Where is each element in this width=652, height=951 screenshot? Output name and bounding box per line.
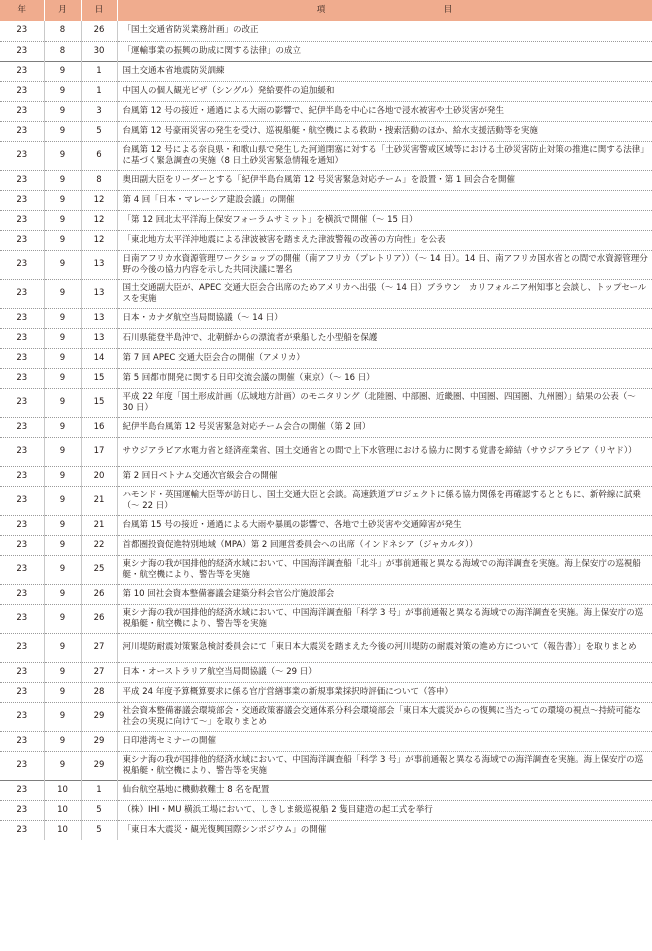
table-row [0,682,652,702]
item-cell: 台風第 12 号豪雨災害の発生を受け、巡視船艇・航空機による救助・捜索活動のほか、給水支援活動等を実施 [117,121,652,141]
item-cell: 第 5 回都市開発に関する日印交流会議の開催（東京）（～ 16 日） [117,368,652,388]
day-cell: 13 [81,308,117,328]
month-cell: 10 [44,780,81,800]
day-cell: 5 [81,800,117,820]
month-cell: 9 [44,682,81,702]
header-item [117,0,652,21]
day-cell: 5 [81,820,117,840]
year-cell: 23 [0,604,44,633]
table-row [0,820,652,840]
item-cell: 「第 12 回北太平洋海上保安フォーラムサミット」を横浜で開催（～ 15 日） [117,210,652,230]
month-cell: 9 [44,368,81,388]
table-row [0,41,652,61]
year-cell: 23 [0,820,44,840]
month-cell: 9 [44,437,81,466]
table-row [0,751,652,780]
table-row [0,466,652,486]
item-cell: 第 2 回日ベトナム交通次官級会合の開催 [117,466,652,486]
year-cell: 23 [0,751,44,780]
day-cell: 22 [81,535,117,555]
day-cell: 26 [81,21,117,41]
year-cell: 23 [0,662,44,682]
year-cell: 23 [0,633,44,662]
table-row [0,21,652,41]
item-cell: 第 4 回「日本・マレーシア建設会議」の開催 [117,190,652,210]
day-cell: 13 [81,279,117,308]
day-cell: 15 [81,388,117,417]
month-cell: 9 [44,633,81,662]
table-row [0,417,652,437]
item-cell: 日本・オーストラリア航空当局間協議（～ 29 日） [117,662,652,682]
header-year: 年 [0,0,44,21]
table-row [0,633,652,662]
day-cell: 13 [81,250,117,279]
item-cell: 石川県能登半島沖で、北朝鮮からの漂流者が乗船した小型船を保護 [117,328,652,348]
item-cell: 社会資本整備審議会環境部会・交通政策審議会交通体系分科会環境部会「東日本大震災からの復興に当たっての環境の視点～持続可能な社会の実現に向けて～」を取りまとめ [117,702,652,731]
month-cell: 9 [44,250,81,279]
day-cell: 3 [81,101,117,121]
year-cell: 23 [0,250,44,279]
year-cell: 23 [0,328,44,348]
table-row [0,170,652,190]
table-row [0,328,652,348]
year-cell: 23 [0,21,44,41]
item-cell: ハモンド・英国運輸大臣等が訪日し、国土交通大臣と会談。高速鉄道プロジェクトに係る協力関係を再確認するとともに、新幹線に試乗（～ 22 日） [117,486,652,515]
day-cell: 15 [81,368,117,388]
item-cell: 国土交通本省地震防災訓練 [117,61,652,81]
table-body [0,21,652,840]
year-cell: 23 [0,388,44,417]
table-row [0,555,652,584]
year-cell: 23 [0,141,44,170]
table-row [0,101,652,121]
item-cell: 東シナ海の我が国排他的経済水域において、中国海洋調査船「科学 3 号」が事前通報と異なる海域での海洋調査を実施。海上保安庁の巡視船艇・航空機により、警告等を実施 [117,604,652,633]
month-cell: 9 [44,170,81,190]
year-cell: 23 [0,230,44,250]
year-cell: 23 [0,535,44,555]
item-cell: 東シナ海の我が国排他的経済水域において、中国海洋調査船「科学 3 号」が事前通報と異なる海域での海洋調査を実施。海上保安庁の巡視船艇・航空機により、警告等を実施 [117,751,652,780]
table-row [0,388,652,417]
month-cell: 9 [44,388,81,417]
table-row [0,81,652,101]
table-row [0,250,652,279]
month-cell: 10 [44,800,81,820]
day-cell: 1 [81,81,117,101]
month-cell: 9 [44,604,81,633]
table-row [0,348,652,368]
table-row [0,190,652,210]
year-cell: 23 [0,368,44,388]
table-row [0,535,652,555]
month-cell: 9 [44,230,81,250]
month-cell: 9 [44,702,81,731]
month-cell: 9 [44,210,81,230]
item-cell: 第 10 回社会資本整備審議会建築分科会官公庁施設部会 [117,584,652,604]
year-cell: 23 [0,121,44,141]
day-cell: 28 [81,682,117,702]
item-cell: 仙台航空基地に機動救難士 8 名を配置 [117,780,652,800]
table-row [0,437,652,466]
table-row [0,702,652,731]
table-row [0,368,652,388]
year-cell: 23 [0,780,44,800]
header-day: 日 [81,0,117,21]
header-item-char-1: 項 [316,5,326,16]
month-cell: 9 [44,141,81,170]
table-row [0,486,652,515]
item-cell: 奥田副大臣をリーダーとする「紀伊半島台風第 12 号災害緊急対応チーム」を設置・第 1 回会合を開催 [117,170,652,190]
month-cell: 9 [44,584,81,604]
month-cell: 9 [44,101,81,121]
year-cell: 23 [0,417,44,437]
year-cell: 23 [0,170,44,190]
month-cell: 9 [44,348,81,368]
day-cell: 13 [81,328,117,348]
day-cell: 8 [81,170,117,190]
item-cell: 台風第 15 号の接近・通過による大雨や暴風の影響で、各地で土砂災害や交通障害が発生 [117,515,652,535]
item-cell: 「東北地方太平洋沖地震による津波被害を踏まえた津波警報の改善の方向性」を公表 [117,230,652,250]
table-row [0,230,652,250]
day-cell: 29 [81,751,117,780]
table-row [0,604,652,633]
item-cell: 台風第 12 号の接近・通過による大雨の影響で、紀伊半島を中心に各地で浸水被害や土砂災害が発生 [117,101,652,121]
day-cell: 25 [81,555,117,584]
year-cell: 23 [0,348,44,368]
item-cell: 平成 22 年度「国土形成計画（広域地方計画）のモニタリング（北陸圏、中部圏、近畿圏、中国圏、四国圏、九州圏）」結果の公表（～ 30 日） [117,388,652,417]
day-cell: 30 [81,41,117,61]
year-cell: 23 [0,555,44,584]
day-cell: 17 [81,437,117,466]
year-cell: 23 [0,486,44,515]
year-cell: 23 [0,437,44,466]
year-cell: 23 [0,584,44,604]
year-cell: 23 [0,682,44,702]
day-cell: 20 [81,466,117,486]
item-cell: 「国土交通省防災業務計画」の改正 [122,25,259,36]
year-cell: 23 [0,731,44,751]
header-item-char-2: 目 [443,5,453,16]
item-cell: 首都圏投資促進特別地域（MPA）第 2 回運営委員会への出席（インドネシア（ジャカルタ）） [117,535,652,555]
month-cell: 9 [44,81,81,101]
day-cell: 14 [81,348,117,368]
month-cell: 9 [44,486,81,515]
day-cell: 29 [81,731,117,751]
year-cell: 23 [0,466,44,486]
item-cell: 台風第 12 号による奈良県・和歌山県で発生した河道閉塞に対する「土砂災害警戒区域等における土砂災害防止対策の推進に関する法律」に基づく緊急調査の実施（8 日土砂災害緊急情報を通知） [117,141,652,170]
table-row [0,308,652,328]
item-cell: 河川堤防耐震対策緊急検討委員会にて「東日本大震災を踏まえた今後の河川堤防の耐震対策の進め方について（報告書）」を取りまとめ [117,633,652,662]
year-cell: 23 [0,308,44,328]
month-cell: 9 [44,515,81,535]
year-cell: 23 [0,702,44,731]
day-cell: 16 [81,417,117,437]
month-cell: 9 [44,751,81,780]
item-cell: （株）IHI・MU 横浜工場において、しきしま級巡視船 2 隻目建造の起工式を挙行 [117,800,652,820]
item-cell: 第 7 回 APEC 交通大臣会合の開催（アメリカ） [117,348,652,368]
day-cell: 6 [81,141,117,170]
month-cell: 9 [44,535,81,555]
day-cell: 1 [81,780,117,800]
item-cell: 日本・カナダ航空当局間協議（～ 14 日） [117,308,652,328]
month-cell: 9 [44,121,81,141]
table-row [0,662,652,682]
table-row [0,210,652,230]
item-cell: 国土交通副大臣が、APEC 交通大臣会合出席のためアメリカへ出張（～ 14 日）ブラウン カリフォルニア州知事と会談し、トップセールスを実施 [117,279,652,308]
day-cell: 12 [81,190,117,210]
day-cell: 26 [81,584,117,604]
day-cell: 29 [81,702,117,731]
month-cell: 9 [44,279,81,308]
year-cell: 23 [0,61,44,81]
month-cell: 9 [44,466,81,486]
table-row [0,141,652,170]
table-header-row [0,0,652,21]
header-month: 月 [44,0,81,21]
month-cell: 9 [44,417,81,437]
year-cell: 23 [0,190,44,210]
month-cell: 10 [44,820,81,840]
month-cell: 9 [44,308,81,328]
table-row [0,800,652,820]
year-cell: 23 [0,101,44,121]
year-cell: 23 [0,515,44,535]
year-cell: 23 [0,210,44,230]
item-cell: サウジアラビア水電力省と経済産業省、国土交通省との間で上下水管理における協力に関する覚書を締結（サウジアラビア（リヤド）） [117,437,652,466]
day-cell: 27 [81,633,117,662]
year-cell: 23 [0,41,44,61]
day-cell: 27 [81,662,117,682]
day-cell: 5 [81,121,117,141]
table-row [0,731,652,751]
month-cell: 9 [44,731,81,751]
table-row [0,121,652,141]
item-cell: 平成 24 年度予算概算要求に係る官庁営繕事業の新規事業採択時評価について（答申） [117,682,652,702]
year-cell: 23 [0,800,44,820]
item-cell: 日南アフリカ水資源管理ワークショップの開催（南アフリカ（プレトリア））（～ 14 日）。14 日、南アフリカ国水省との間で水資源管理分野の今後の協力内容を示した共同決議に署名 [117,250,652,279]
item-cell: 日印港湾セミナーの開催 [117,731,652,751]
day-cell: 12 [81,230,117,250]
item-cell: 中国人の個人観光ビザ（シングル）発給要件の追加緩和 [117,81,652,101]
month-cell: 9 [44,555,81,584]
item-cell: 紀伊半島台風第 12 号災害緊急対応チーム会合の開催（第 2 回） [117,417,652,437]
item-cell: 「東日本大震災・観光復興国際シンポジウム」の開催 [117,820,652,840]
day-cell: 1 [81,61,117,81]
month-cell: 8 [44,41,81,61]
table-row [0,61,652,81]
year-cell: 23 [0,81,44,101]
day-cell: 12 [81,210,117,230]
table-row [0,515,652,535]
year-cell: 23 [0,279,44,308]
item-cell: 「運輸事業の振興の助成に関する法律」の成立 [117,41,652,61]
month-cell: 9 [44,61,81,81]
month-cell: 8 [44,21,81,41]
item-cell: 東シナ海の我が国排他的経済水域において、中国海洋調査船「北斗」が事前通報と異なる海域での海洋調査を実施。海上保安庁の巡視船艇・航空機により、警告等を実施 [117,555,652,584]
day-cell: 21 [81,486,117,515]
day-cell: 21 [81,515,117,535]
month-cell: 9 [44,190,81,210]
table-row [0,584,652,604]
month-cell: 9 [44,328,81,348]
table-row [0,279,652,308]
day-cell: 26 [81,604,117,633]
table-row [0,780,652,800]
month-cell: 9 [44,662,81,682]
